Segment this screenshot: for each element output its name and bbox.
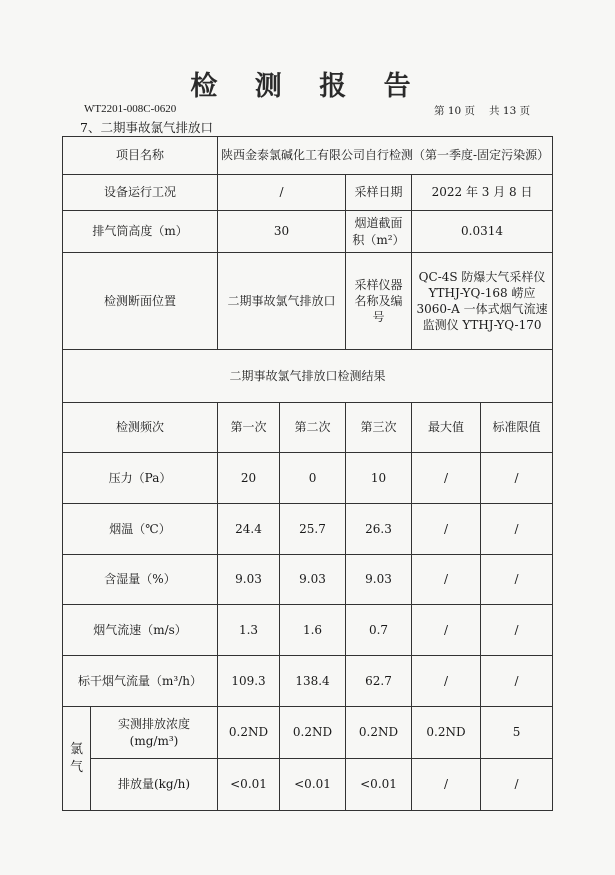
cell-value: / bbox=[412, 555, 481, 605]
position-label: 检测断面位置 bbox=[63, 253, 218, 350]
cell-value: 1.3 bbox=[218, 605, 280, 656]
cell-value: / bbox=[481, 504, 553, 555]
page-current: 第 10 页 bbox=[434, 105, 476, 117]
row-label-temperature: 烟温（℃） bbox=[63, 504, 218, 555]
project-label: 项目名称 bbox=[63, 137, 218, 175]
row-label-concentration: 实测排放浓度(mg/m³) bbox=[91, 707, 218, 759]
instrument-value: QC-4S 防爆大气采样仪 YTHJ-YQ-168 崂应 3060-A 一体式烟气流速监测仪 YTHJ-YQ-170 bbox=[412, 253, 553, 350]
cell-value: 9.03 bbox=[218, 555, 280, 605]
position-value: 二期事故氯气排放口 bbox=[218, 253, 346, 350]
row-label-humidity: 含湿量（%） bbox=[63, 555, 218, 605]
table-row bbox=[63, 707, 553, 759]
cell-value: / bbox=[481, 555, 553, 605]
header-third: 第三次 bbox=[346, 403, 412, 453]
row-label-flow: 标干烟气流量（m³/h） bbox=[63, 656, 218, 707]
page-total: 共 13 页 bbox=[489, 105, 531, 117]
cell-value: / bbox=[481, 759, 553, 811]
header-limit: 标准限值 bbox=[481, 403, 553, 453]
header-first: 第一次 bbox=[218, 403, 280, 453]
header-max: 最大值 bbox=[412, 403, 481, 453]
cell-value: 9.03 bbox=[280, 555, 346, 605]
cell-value: <0.01 bbox=[346, 759, 412, 811]
cell-value: 62.7 bbox=[346, 656, 412, 707]
cell-value: 0.2ND bbox=[346, 707, 412, 759]
table-row bbox=[63, 453, 553, 504]
position-row bbox=[63, 253, 553, 350]
cell-value: / bbox=[412, 453, 481, 504]
condition-row bbox=[63, 175, 553, 211]
row-label-velocity: 烟气流速（m/s） bbox=[63, 605, 218, 656]
report-title: 检 测 报 告 bbox=[190, 71, 425, 102]
cell-value: / bbox=[481, 453, 553, 504]
stack-height-label: 排气筒高度（m） bbox=[63, 211, 218, 253]
header-second: 第二次 bbox=[280, 403, 346, 453]
cell-value: 5 bbox=[481, 707, 553, 759]
cell-value: / bbox=[481, 656, 553, 707]
cell-value: 0.2ND bbox=[218, 707, 280, 759]
section-title: 7、二期事故氯气排放口 bbox=[80, 120, 213, 135]
flue-area-label: 烟道截面积（m²） bbox=[346, 211, 412, 253]
cell-value: / bbox=[412, 656, 481, 707]
sample-date-value: 2022 年 3 月 8 日 bbox=[412, 175, 553, 211]
cell-value: <0.01 bbox=[218, 759, 280, 811]
cell-value: / bbox=[481, 605, 553, 656]
cell-value: 26.3 bbox=[346, 504, 412, 555]
cell-value: 25.7 bbox=[280, 504, 346, 555]
cell-value: / bbox=[412, 759, 481, 811]
results-header-row bbox=[63, 403, 553, 453]
flue-area-value: 0.0314 bbox=[412, 211, 553, 253]
report-table bbox=[62, 136, 553, 811]
table-row bbox=[63, 656, 553, 707]
report-number: WT2201-008C-0620 bbox=[84, 103, 177, 115]
stack-row bbox=[63, 211, 553, 253]
cell-value: / bbox=[412, 605, 481, 656]
cell-value: 1.6 bbox=[280, 605, 346, 656]
cell-value: 0.7 bbox=[346, 605, 412, 656]
cell-value: 0.2ND bbox=[280, 707, 346, 759]
row-label-pressure: 压力（Pa） bbox=[63, 453, 218, 504]
cell-value: 10 bbox=[346, 453, 412, 504]
condition-value: / bbox=[218, 175, 346, 211]
table-row bbox=[63, 504, 553, 555]
cell-value: 0 bbox=[280, 453, 346, 504]
cell-value: 109.3 bbox=[218, 656, 280, 707]
cell-value: 138.4 bbox=[280, 656, 346, 707]
chlorine-group-label: 氯气 bbox=[63, 707, 91, 811]
cell-value: / bbox=[412, 504, 481, 555]
results-caption: 二期事故氯气排放口检测结果 bbox=[63, 350, 553, 403]
cell-value: 9.03 bbox=[346, 555, 412, 605]
project-value: 陕西金泰氯碱化工有限公司自行检测（第一季度-固定污染源） bbox=[218, 137, 553, 175]
condition-label: 设备运行工况 bbox=[63, 175, 218, 211]
cell-value: 0.2ND bbox=[412, 707, 481, 759]
project-row bbox=[63, 137, 553, 175]
results-caption-row bbox=[63, 350, 553, 403]
instrument-label: 采样仪器名称及编号 bbox=[346, 253, 412, 350]
cell-value: 24.4 bbox=[218, 504, 280, 555]
cell-value: <0.01 bbox=[280, 759, 346, 811]
table-row bbox=[63, 759, 553, 811]
header-frequency: 检测频次 bbox=[63, 403, 218, 453]
table-row bbox=[63, 555, 553, 605]
row-label-emission: 排放量(kg/h) bbox=[91, 759, 218, 811]
cell-value: 20 bbox=[218, 453, 280, 504]
sample-date-label: 采样日期 bbox=[346, 175, 412, 211]
page-info bbox=[434, 103, 530, 118]
stack-height-value: 30 bbox=[218, 211, 346, 253]
table-row bbox=[63, 605, 553, 656]
